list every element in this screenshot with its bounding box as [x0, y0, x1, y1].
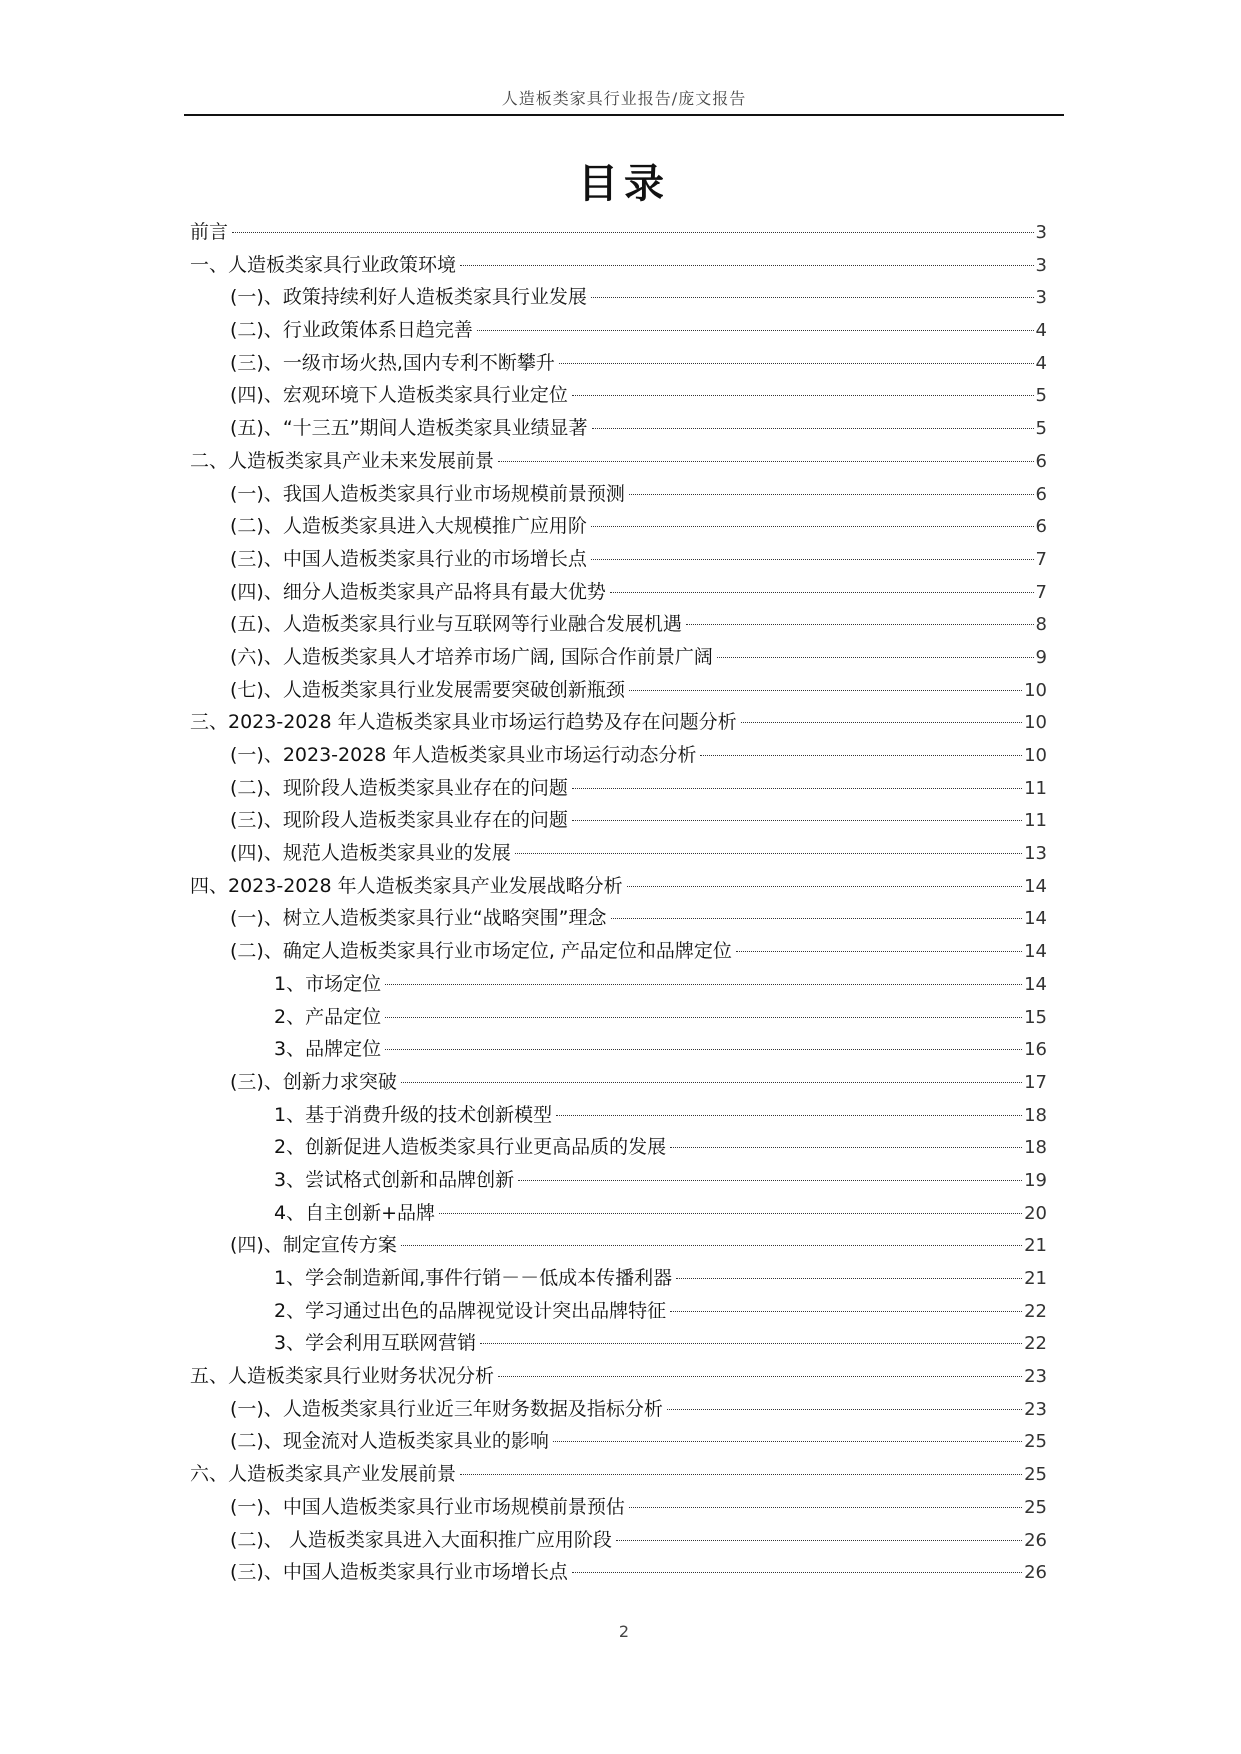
toc-leader-dots: [667, 1409, 1022, 1410]
toc-entry[interactable]: [190, 1425, 1047, 1458]
table-of-contents: [190, 216, 1047, 1589]
toc-entry[interactable]: [190, 1524, 1047, 1557]
toc-entry-page: 22: [1024, 1333, 1047, 1355]
toc-leader-dots: [498, 461, 1034, 462]
toc-entry-page: 11: [1024, 777, 1047, 799]
toc-entry-page: 21: [1024, 1235, 1047, 1257]
toc-entry-page: 15: [1024, 1006, 1047, 1028]
header-divider: [184, 114, 1064, 116]
toc-entry-page: 25: [1024, 1496, 1047, 1518]
toc-entry-page: 16: [1024, 1039, 1047, 1061]
toc-entry-page: 4: [1035, 352, 1047, 374]
toc-entry[interactable]: [190, 1327, 1047, 1360]
toc-entry-label: (一)、政策持续利好人造板类家具行业发展: [230, 286, 587, 309]
toc-entry-label: (四)、宏观环境下人造板类家具行业定位: [230, 384, 568, 407]
toc-leader-dots: [518, 1180, 1022, 1181]
toc-entry-label: (一)、我国人造板类家具行业市场规模前景预测: [230, 482, 625, 505]
toc-entry-label: 3、学会利用互联网营销: [274, 1332, 477, 1355]
toc-entry-page: 7: [1035, 548, 1047, 570]
toc-entry[interactable]: [190, 314, 1047, 347]
toc-title: 目录: [578, 160, 670, 207]
toc-entry[interactable]: [190, 576, 1047, 609]
toc-entry-label: (二)、确定人造板类家具行业市场定位, 产品定位和品牌定位: [230, 940, 732, 963]
toc-entry-page: 9: [1035, 646, 1047, 668]
toc-leader-dots: [627, 886, 1022, 887]
toc-leader-dots: [460, 265, 1034, 266]
toc-entry-page: 3: [1035, 222, 1047, 243]
toc-entry-label: (二)、现金流对人造板类家具业的影响: [230, 1430, 549, 1453]
toc-entry-label: 4、自主创新+品牌: [274, 1201, 436, 1224]
toc-entry-label: (三)、中国人造板类家具行业市场增长点: [230, 1561, 568, 1584]
toc-leader-dots: [670, 1311, 1022, 1312]
toc-entry-label: (五)、“十三五”期间人造板类家具业绩显著: [230, 417, 588, 440]
toc-leader-dots: [480, 1343, 1022, 1344]
toc-entry-page: 21: [1024, 1268, 1047, 1289]
toc-entry-label: (五)、人造板类家具行业与互联网等行业融合发展机遇: [230, 613, 682, 636]
toc-entry[interactable]: [190, 641, 1047, 674]
toc-entry-page: 10: [1024, 745, 1047, 766]
toc-entry-label: (四)、制定宣传方案: [230, 1234, 397, 1257]
toc-entry-page: 23: [1024, 1398, 1047, 1420]
toc-entry[interactable]: [190, 674, 1047, 707]
toc-leader-dots: [477, 330, 1034, 331]
toc-entry-page: 17: [1024, 1071, 1047, 1093]
toc-leader-dots: [572, 1572, 1022, 1573]
toc-leader-dots: [553, 1441, 1022, 1442]
toc-entry-page: 13: [1024, 843, 1047, 865]
toc-entry-page: 14: [1024, 973, 1047, 995]
toc-leader-dots: [460, 1474, 1022, 1475]
toc-leader-dots: [559, 363, 1034, 364]
toc-entry-page: 11: [1024, 810, 1047, 832]
toc-entry-page: 18: [1024, 1137, 1047, 1159]
toc-entry-page: 6: [1035, 450, 1047, 472]
toc-leader-dots: [670, 1147, 1022, 1148]
toc-entry-label: 前言: [190, 221, 229, 243]
toc-entry[interactable]: [190, 543, 1047, 576]
toc-entry[interactable]: [190, 1229, 1047, 1262]
toc-entry-page: 26: [1024, 1529, 1047, 1551]
toc-entry[interactable]: [190, 1131, 1047, 1164]
toc-leader-dots: [439, 1213, 1022, 1214]
toc-entry-label: (四)、细分人造板类家具产品将具有最大优势: [230, 580, 606, 603]
toc-entry[interactable]: [190, 1295, 1047, 1328]
toc-entry-label: (一)、中国人造板类家具行业市场规模前景预估: [230, 1495, 625, 1518]
toc-entry[interactable]: [190, 804, 1047, 837]
toc-entry-label: (三)、中国人造板类家具行业的市场增长点: [230, 547, 587, 570]
toc-entry-label: (一)、人造板类家具行业近三年财务数据及指标分析: [230, 1397, 663, 1420]
toc-entry[interactable]: [190, 412, 1047, 445]
toc-entry[interactable]: [190, 739, 1047, 772]
toc-entry-page: 5: [1035, 418, 1047, 440]
toc-leader-dots: [741, 722, 1022, 723]
toc-entry-page: 8: [1035, 614, 1047, 636]
toc-entry-page: 23: [1024, 1366, 1047, 1388]
toc-entry-page: 14: [1024, 941, 1047, 963]
toc-leader-dots: [572, 395, 1034, 396]
toc-leader-dots: [676, 1278, 1022, 1279]
page-number: 2: [618, 1622, 630, 1641]
toc-entry-label: (二)、 人造板类家具进入大面积推广应用阶段: [230, 1528, 612, 1551]
toc-entry[interactable]: [190, 870, 1047, 903]
toc-entry-label: (四)、规范人造板类家具业的发展: [230, 842, 511, 865]
toc-entry-label: 3、品牌定位: [274, 1038, 382, 1061]
toc-entry-label: 三、2023-2028 年人造板类家具业市场运行趋势及存在问题分析: [190, 711, 737, 734]
toc-entry[interactable]: [190, 281, 1047, 314]
toc-entry-label: (一)、2023-2028 年人造板类家具业市场运行动态分析: [230, 744, 697, 766]
toc-entry-label: 六、人造板类家具产业发展前景: [190, 1463, 457, 1486]
toc-entry-label: 1、基于消费升级的技术创新模型: [274, 1103, 553, 1126]
toc-entry[interactable]: [190, 1360, 1047, 1393]
toc-entry[interactable]: [190, 968, 1047, 1001]
toc-leader-dots: [232, 232, 1034, 233]
toc-entry[interactable]: [190, 1099, 1047, 1132]
toc-leader-dots: [401, 1245, 1022, 1246]
toc-entry[interactable]: [190, 837, 1047, 870]
toc-entry[interactable]: [190, 935, 1047, 968]
toc-leader-dots: [498, 1376, 1022, 1377]
toc-leader-dots: [591, 526, 1034, 527]
toc-entry[interactable]: [190, 1262, 1047, 1295]
toc-leader-dots: [629, 494, 1034, 495]
toc-entry[interactable]: [190, 608, 1047, 641]
toc-entry-page: 5: [1035, 385, 1047, 407]
toc-leader-dots: [611, 918, 1023, 919]
toc-entry-label: (六)、人造板类家具人才培养市场广阔, 国际合作前景广阔: [230, 645, 713, 668]
toc-entry-page: 4: [1035, 320, 1047, 342]
toc-entry-page: 22: [1024, 1300, 1047, 1322]
toc-entry-label: (三)、一级市场火热,国内专利不断攀升: [230, 351, 555, 374]
toc-entry[interactable]: [190, 1491, 1047, 1524]
toc-entry[interactable]: [190, 1033, 1047, 1066]
toc-leader-dots: [629, 1507, 1022, 1508]
toc-leader-dots: [717, 657, 1034, 658]
toc-leader-dots: [572, 820, 1022, 821]
toc-leader-dots: [591, 559, 1034, 560]
toc-leader-dots: [592, 428, 1034, 429]
toc-entry-label: 2、产品定位: [274, 1005, 382, 1028]
toc-entry[interactable]: [190, 249, 1047, 282]
toc-entry-label: 2、学习通过出色的品牌视觉设计突出品牌特征: [274, 1299, 667, 1322]
toc-entry[interactable]: [190, 478, 1047, 511]
toc-leader-dots: [591, 297, 1034, 298]
toc-entry-label: 二、人造板类家具产业未来发展前景: [190, 449, 495, 472]
toc-entry-label: (二)、现阶段人造板类家具业存在的问题: [230, 776, 568, 799]
toc-entry-page: 10: [1024, 712, 1047, 734]
toc-entry-label: (三)、创新力求突破: [230, 1070, 397, 1093]
toc-leader-dots: [385, 1049, 1022, 1050]
toc-leader-dots: [736, 951, 1022, 952]
toc-leader-dots: [515, 853, 1022, 854]
toc-entry-page: 3: [1035, 254, 1047, 276]
toc-entry-label: (二)、行业政策体系日趋完善: [230, 319, 473, 342]
toc-entry[interactable]: [190, 902, 1047, 935]
toc-entry-label: 四、2023-2028 年人造板类家具产业发展战略分析: [190, 874, 623, 897]
toc-entry-page: 25: [1024, 1431, 1047, 1453]
toc-entry-page: 25: [1024, 1464, 1047, 1486]
toc-entry[interactable]: [190, 1164, 1047, 1197]
toc-entry-page: 19: [1024, 1169, 1047, 1191]
toc-leader-dots: [556, 1115, 1022, 1116]
running-header: 人造板类家具行业报告/庞文报告: [501, 89, 747, 108]
toc-entry-label: 2、创新促进人造板类家具行业更高品质的发展: [274, 1136, 667, 1159]
toc-entry-label: 1、学会制造新闻,事件行销－－低成本传播利器: [274, 1267, 673, 1289]
toc-entry[interactable]: [190, 347, 1047, 380]
toc-entry-label: 1、市场定位: [274, 972, 382, 995]
toc-entry-page: 7: [1035, 581, 1047, 603]
toc-entry[interactable]: [190, 216, 1047, 249]
toc-leader-dots: [686, 624, 1034, 625]
toc-entry-label: 3、尝试格式创新和品牌创新: [274, 1168, 515, 1191]
toc-entry[interactable]: [190, 706, 1047, 739]
toc-entry-page: 26: [1024, 1562, 1047, 1584]
toc-entry[interactable]: [190, 1458, 1047, 1491]
toc-entry-label: (一)、树立人造板类家具行业“战略突围”理念: [230, 907, 607, 930]
toc-leader-dots: [401, 1082, 1022, 1083]
toc-entry-label: (二)、人造板类家具进入大规模推广应用阶: [230, 515, 587, 538]
toc-entry-label: (三)、现阶段人造板类家具业存在的问题: [230, 809, 568, 832]
toc-entry[interactable]: [190, 445, 1047, 478]
toc-entry-page: 6: [1035, 483, 1047, 505]
toc-entry[interactable]: [190, 772, 1047, 805]
toc-leader-dots: [385, 984, 1022, 985]
toc-entry-label: (七)、人造板类家具行业发展需要突破创新瓶颈: [230, 678, 625, 701]
toc-entry[interactable]: [190, 1001, 1047, 1034]
toc-entry-page: 3: [1035, 287, 1047, 309]
toc-leader-dots: [572, 788, 1022, 789]
toc-entry[interactable]: [190, 1197, 1047, 1230]
toc-entry-label: 一、人造板类家具行业政策环境: [190, 253, 457, 276]
toc-entry[interactable]: [190, 1556, 1047, 1589]
toc-leader-dots: [616, 1540, 1022, 1541]
toc-entry-page: 18: [1024, 1104, 1047, 1126]
toc-entry-page: 10: [1024, 679, 1047, 701]
toc-leader-dots: [629, 690, 1022, 691]
toc-entry[interactable]: [190, 379, 1047, 412]
toc-leader-dots: [385, 1017, 1022, 1018]
toc-entry[interactable]: [190, 1066, 1047, 1099]
toc-leader-dots: [610, 592, 1034, 593]
toc-entry-label: 五、人造板类家具行业财务状况分析: [190, 1365, 495, 1388]
toc-entry-page: 6: [1035, 516, 1047, 538]
toc-entry-page: 14: [1024, 875, 1047, 897]
toc-entry[interactable]: [190, 510, 1047, 543]
toc-entry-page: 14: [1024, 908, 1047, 930]
toc-entry[interactable]: [190, 1393, 1047, 1426]
toc-leader-dots: [700, 755, 1022, 756]
toc-entry-page: 20: [1024, 1202, 1047, 1224]
